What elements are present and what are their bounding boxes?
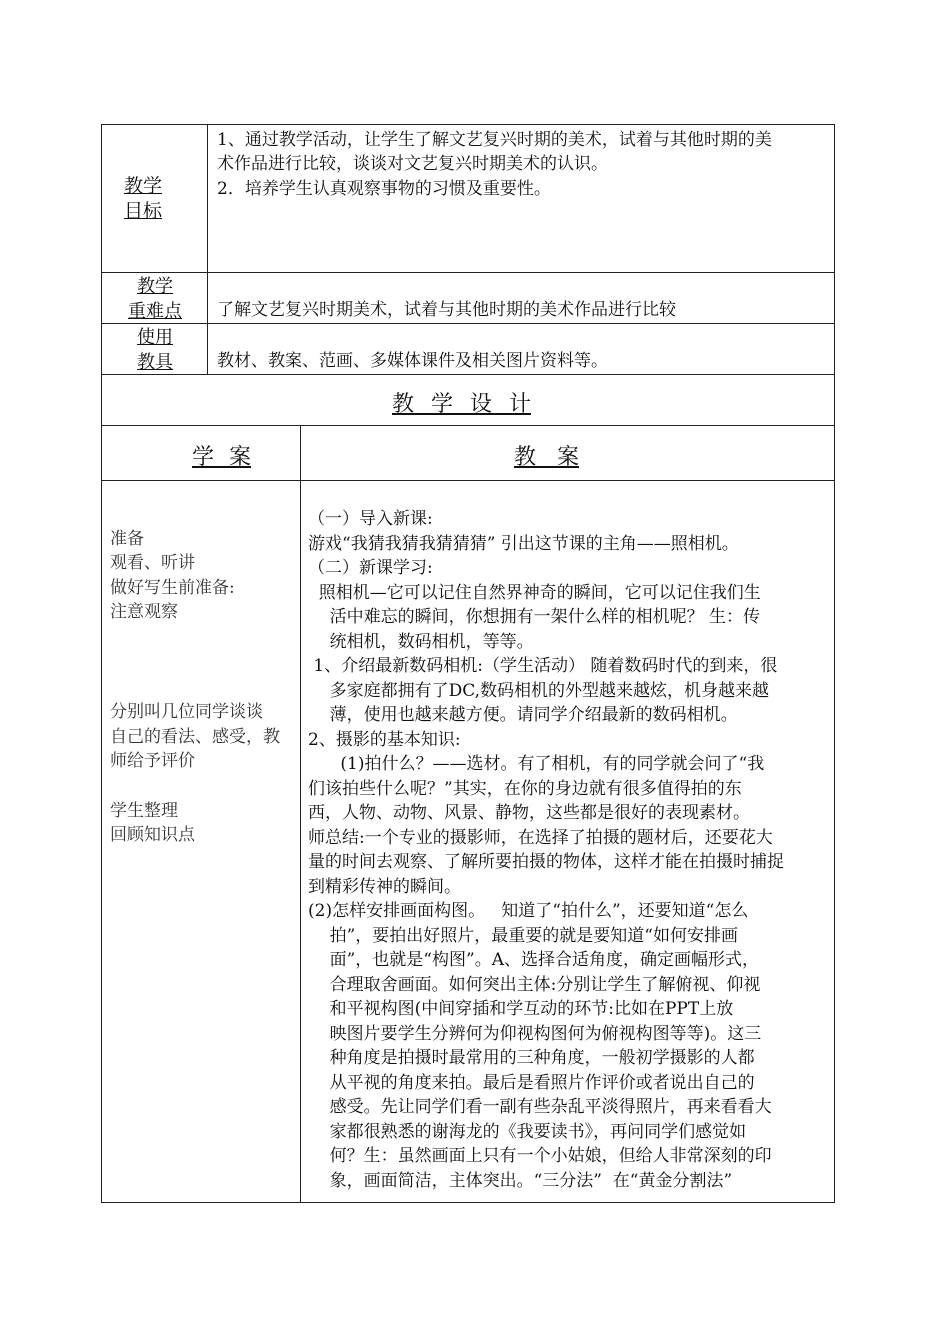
table-divider [101,374,835,375]
student-note: 准备 [110,529,144,549]
table-border-bottom [101,1202,835,1203]
table-border-right [834,124,835,1203]
label-column-divider [207,124,208,375]
teacher-plan-line: 活中难忘的瞬间，你想拥有一架什么样的相机呢？ 生：传 [308,607,761,627]
teacher-plan-line: 感受。先让同学们看一副有些杂乱平淡得照片，再来看看大 [308,1097,772,1117]
teacher-plan-line: 多家庭都拥有了DC,数码相机的外型越来越炫，机身越来越 [308,680,770,701]
teacher-plan-line: (1)拍什么？——选材。有了相机，有的同学就会问了“我 [308,754,765,774]
teacher-plan-line: 映图片要学生分辨何为仰视构图何为俯视构图等等)。这三 [308,1023,762,1044]
teacher-plan-line: 量的时间去观察、了解所要拍摄的物体，这样才能在拍摄时捕捉 [308,852,784,872]
table-border-left [101,124,102,1203]
difficulty-text: 了解文艺复兴时期美术，试着与其他时期的美术作品进行比较 [217,300,676,320]
teacher-plan-line: 家都很熟悉的谢海龙的《我要读书》，再问同学们感觉如 [308,1121,747,1142]
teacher-plan-line: 西，人物、动物、风景、静物，这些都是很好的表现素材。 [308,803,750,823]
student-column-header: 学 案 [192,445,251,470]
difficulty-label [104,274,206,324]
teacher-plan-line: 统相机，数码相机，等等。 [308,631,534,652]
student-note: 分别叫几位同学谈谈 [110,702,263,722]
difficulty-label-line1: 教学 [137,276,173,297]
objectives-line-1: 1、通过教学活动，让学生了解文艺复兴时期的美术，试着与其他时期的美 [217,130,772,150]
tools-text: 教材、教案、范画、多媒体课件及相关图片资料等。 [217,351,608,371]
teacher-plan-line: 照相机—它可以记住自然界神奇的瞬间，它可以记住我们生 [308,582,761,603]
teacher-plan-line: 拍”，要拍出好照片，最重要的就是要知道“如何安排画 [308,925,738,946]
tools-label-line2: 教具 [137,352,173,373]
objectives-line-3: 2．培养学生认真观察事物的习惯及重要性。 [217,179,551,199]
teacher-plan-line: （一）导入新课: [308,509,433,529]
teacher-plan-line: 师总结:一个专业的摄影师，在选择了拍摄的题材后，还要花大 [308,827,773,848]
teacher-plan-line: 种角度是拍摄时最常用的三种角度，一般初学摄影的人都 [308,1048,755,1068]
objectives-label-line2: 目标 [123,200,162,222]
teacher-plan-line: 和平视构图(中间穿插和学互动的环节:比如在PPT上放 [308,999,734,1019]
objectives-label [104,174,182,224]
objectives-label-line1: 教学 [123,175,162,197]
teacher-plan-line: 象，画面简洁，主体突出。“三分法” 在“黄金分割法” [308,1170,733,1191]
teacher-plan-line: （二）新课学习: [308,558,433,578]
tools-label [104,325,206,375]
teacher-plan-line: 2、摄影的基本知识: [308,729,461,750]
teacher-column-header: 教 案 [514,445,579,470]
student-note: 回顾知识点 [110,825,195,845]
teacher-plan-line: 合理取舍画面。如何突出主体:分别让学生了解俯视、仰视 [308,974,761,995]
plan-column-divider [300,425,301,1203]
difficulty-label-line2: 重难点 [128,301,182,322]
table-divider [101,480,835,481]
teacher-plan-line: (2)怎样安排画面构图。 知道了“拍什么”，还要知道“怎么 [308,901,749,921]
teacher-plan-line: 游戏“我猜我猜我猜猜猜” 引出这节课的主角——照相机。 [308,533,739,554]
teacher-plan-line: 到精彩传神的瞬间。 [308,876,461,897]
student-note: 学生整理 [110,801,178,821]
table-border-top [101,124,835,125]
objectives-line-2: 术作品进行比较，谈谈对文艺复兴时期美术的认识。 [217,154,608,174]
tools-label-line1: 使用 [137,327,173,348]
teacher-plan-line: 们该拍些什么呢？”其实，在你的身边就有很多值得拍的东 [308,778,742,799]
table-divider [101,272,835,273]
teacher-plan-line: 薄，使用也越来越方便。请同学介绍最新的数码相机。 [308,705,738,725]
student-note: 观看、听讲 [110,553,195,573]
teacher-plan-line: 1、介绍最新数码相机:（学生活动） 随着数码时代的到来，很 [308,656,778,676]
teacher-plan-line: 从平视的角度来拍。最后是看照片作评价或者说出自己的 [308,1072,755,1093]
teacher-plan-line: 何？生：虽然画面上只有一个小姑娘，但给人非常深刻的印 [308,1146,772,1166]
student-note: 注意观察 [110,602,178,622]
table-divider [101,323,835,324]
student-note: 自己的看法、感受，教 [110,727,280,747]
table-divider [101,425,835,426]
student-note: 做好写生前准备: [110,578,235,598]
teacher-plan-line: 面”，也就是“构图”。A、选择合适角度，确定画幅形式， [308,950,759,970]
student-note: 师给予评价 [110,751,195,771]
design-title: 教 学 设 计 [392,392,531,417]
